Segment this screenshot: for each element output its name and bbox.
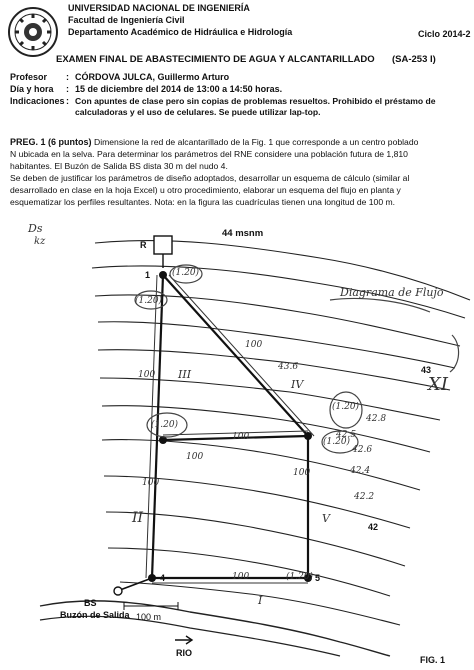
handwritten-segment-label: III bbox=[178, 368, 192, 381]
contour-label-44: 44 msnm bbox=[222, 228, 264, 239]
handwritten-segment-label: II bbox=[132, 510, 144, 526]
node-label-r: R bbox=[140, 240, 147, 250]
node-label-5: 5 bbox=[315, 573, 321, 583]
info-value-instructions-2: calculadoras y el uso de celulares. Se puede utilizar lap-top. bbox=[75, 107, 321, 117]
handwritten-elevation: 42.8 bbox=[366, 414, 387, 424]
handwritten-corner-note-2: kz bbox=[34, 236, 46, 247]
handwritten-length: 100 bbox=[245, 340, 263, 350]
handwritten-elevation: 42.4 bbox=[350, 466, 371, 476]
handwritten-length: 100 bbox=[232, 432, 250, 442]
question-label: PREG. 1 (6 puntos) bbox=[10, 137, 92, 147]
handwritten-slope: (1.20) bbox=[323, 437, 351, 447]
handwritten-elevation: 42.2 bbox=[354, 492, 375, 502]
outlet-label: BS bbox=[84, 598, 97, 608]
handwritten-slope: (1.20) bbox=[135, 296, 163, 306]
handwritten-slope: (1.20) bbox=[332, 402, 360, 412]
river-label: RIO bbox=[176, 648, 193, 658]
handwritten-segment-label: I bbox=[258, 594, 263, 607]
info-value-instructions: Con apuntes de clase pero sin copias de problemas resueltos. Prohibido el préstamo de bbox=[75, 96, 436, 106]
reservoir-icon bbox=[154, 236, 172, 268]
info-value-datetime: 15 de diciembre del 2014 de 13:00 a 14:50 horas. bbox=[75, 84, 283, 94]
node-label-1: 1 bbox=[145, 270, 151, 280]
scale-label: 100 m bbox=[136, 612, 162, 622]
outlet-manhole-icon bbox=[114, 587, 122, 595]
handwritten-segment-label: V bbox=[322, 512, 330, 525]
handwritten-slope: (1.20) bbox=[151, 420, 179, 430]
handwritten-segment-label: IV bbox=[291, 378, 304, 391]
university-seal-icon bbox=[6, 4, 60, 64]
question-line: esquematizar los perfiles resultantes. Nota: en la figura las cuadrículas tienen una longitud de 100 m. bbox=[10, 197, 396, 207]
handwritten-elevation: 43.6 bbox=[278, 362, 299, 372]
exam-title: EXAMEN FINAL DE ABASTECIMIENTO DE AGUA Y ALCANTARILLADO bbox=[56, 54, 375, 65]
handwritten-corner-note: Ds bbox=[28, 222, 43, 235]
info-value-professor: CÓRDOVA JULCA, Guillermo Arturo bbox=[75, 72, 230, 82]
figure-label: FIG. 1 bbox=[420, 655, 446, 665]
node-1-marker bbox=[159, 271, 167, 279]
handwritten-length: 100 bbox=[186, 452, 204, 462]
handwritten-length: 100 bbox=[142, 478, 160, 488]
faculty-name: Facultad de Ingeniería Civil bbox=[68, 15, 185, 25]
cycle-label: Ciclo 2014-2 bbox=[418, 29, 471, 39]
question-line: habitantes. El Buzón de Salida BS dista 30 m del nudo 4. bbox=[10, 161, 228, 171]
handwritten-slope: (1.20) bbox=[286, 572, 314, 582]
handwritten-length: 100 bbox=[293, 468, 311, 478]
handwritten-slope: (1.20) bbox=[172, 268, 200, 278]
handwritten-length: 100 bbox=[232, 572, 250, 582]
handwritten-elevation: 42.5 bbox=[336, 430, 357, 440]
handwritten-flow-note: Diagrama de Flujo bbox=[340, 286, 444, 299]
info-label-instructions: Indicaciones bbox=[10, 96, 65, 106]
handwritten-margin-note: XI bbox=[428, 374, 448, 395]
contour-label-42: 42 bbox=[368, 522, 379, 532]
question-line: Se deben de justificar los parámetros de diseño adoptados, desarrollar un esquema de cálculo (similar al bbox=[10, 173, 410, 183]
question-line: Dimensione la red de alcantarillado de la Fig. 1 que corresponde a un centro poblado bbox=[94, 137, 419, 147]
question-line: N ubicada en la selva. Para determinar los parámetros del RNE considere una población futura de 1,810 bbox=[10, 149, 408, 159]
info-label-datetime: Día y hora bbox=[10, 84, 54, 94]
question-line: desarrollado en clase en la hoja Excel) u otro procedimiento, elaborar un esquema del flujo en planta y bbox=[10, 185, 401, 195]
department-name: Departamento Académico de Hidráulica e Hidrología bbox=[68, 27, 293, 37]
handwritten-length: 100 bbox=[138, 370, 156, 380]
contour-label-43: 43 bbox=[421, 365, 432, 375]
exam-code: (SA-253 I) bbox=[392, 54, 436, 65]
handwritten-elevation: 42.6 bbox=[352, 445, 373, 455]
node-label-4: 4 bbox=[160, 573, 166, 583]
outlet-name: Buzón de Salida bbox=[60, 610, 130, 620]
info-label-professor: Profesor bbox=[10, 72, 48, 82]
node-3-marker bbox=[304, 432, 312, 440]
university-name: UNIVERSIDAD NACIONAL DE INGENIERÍA bbox=[68, 3, 250, 13]
